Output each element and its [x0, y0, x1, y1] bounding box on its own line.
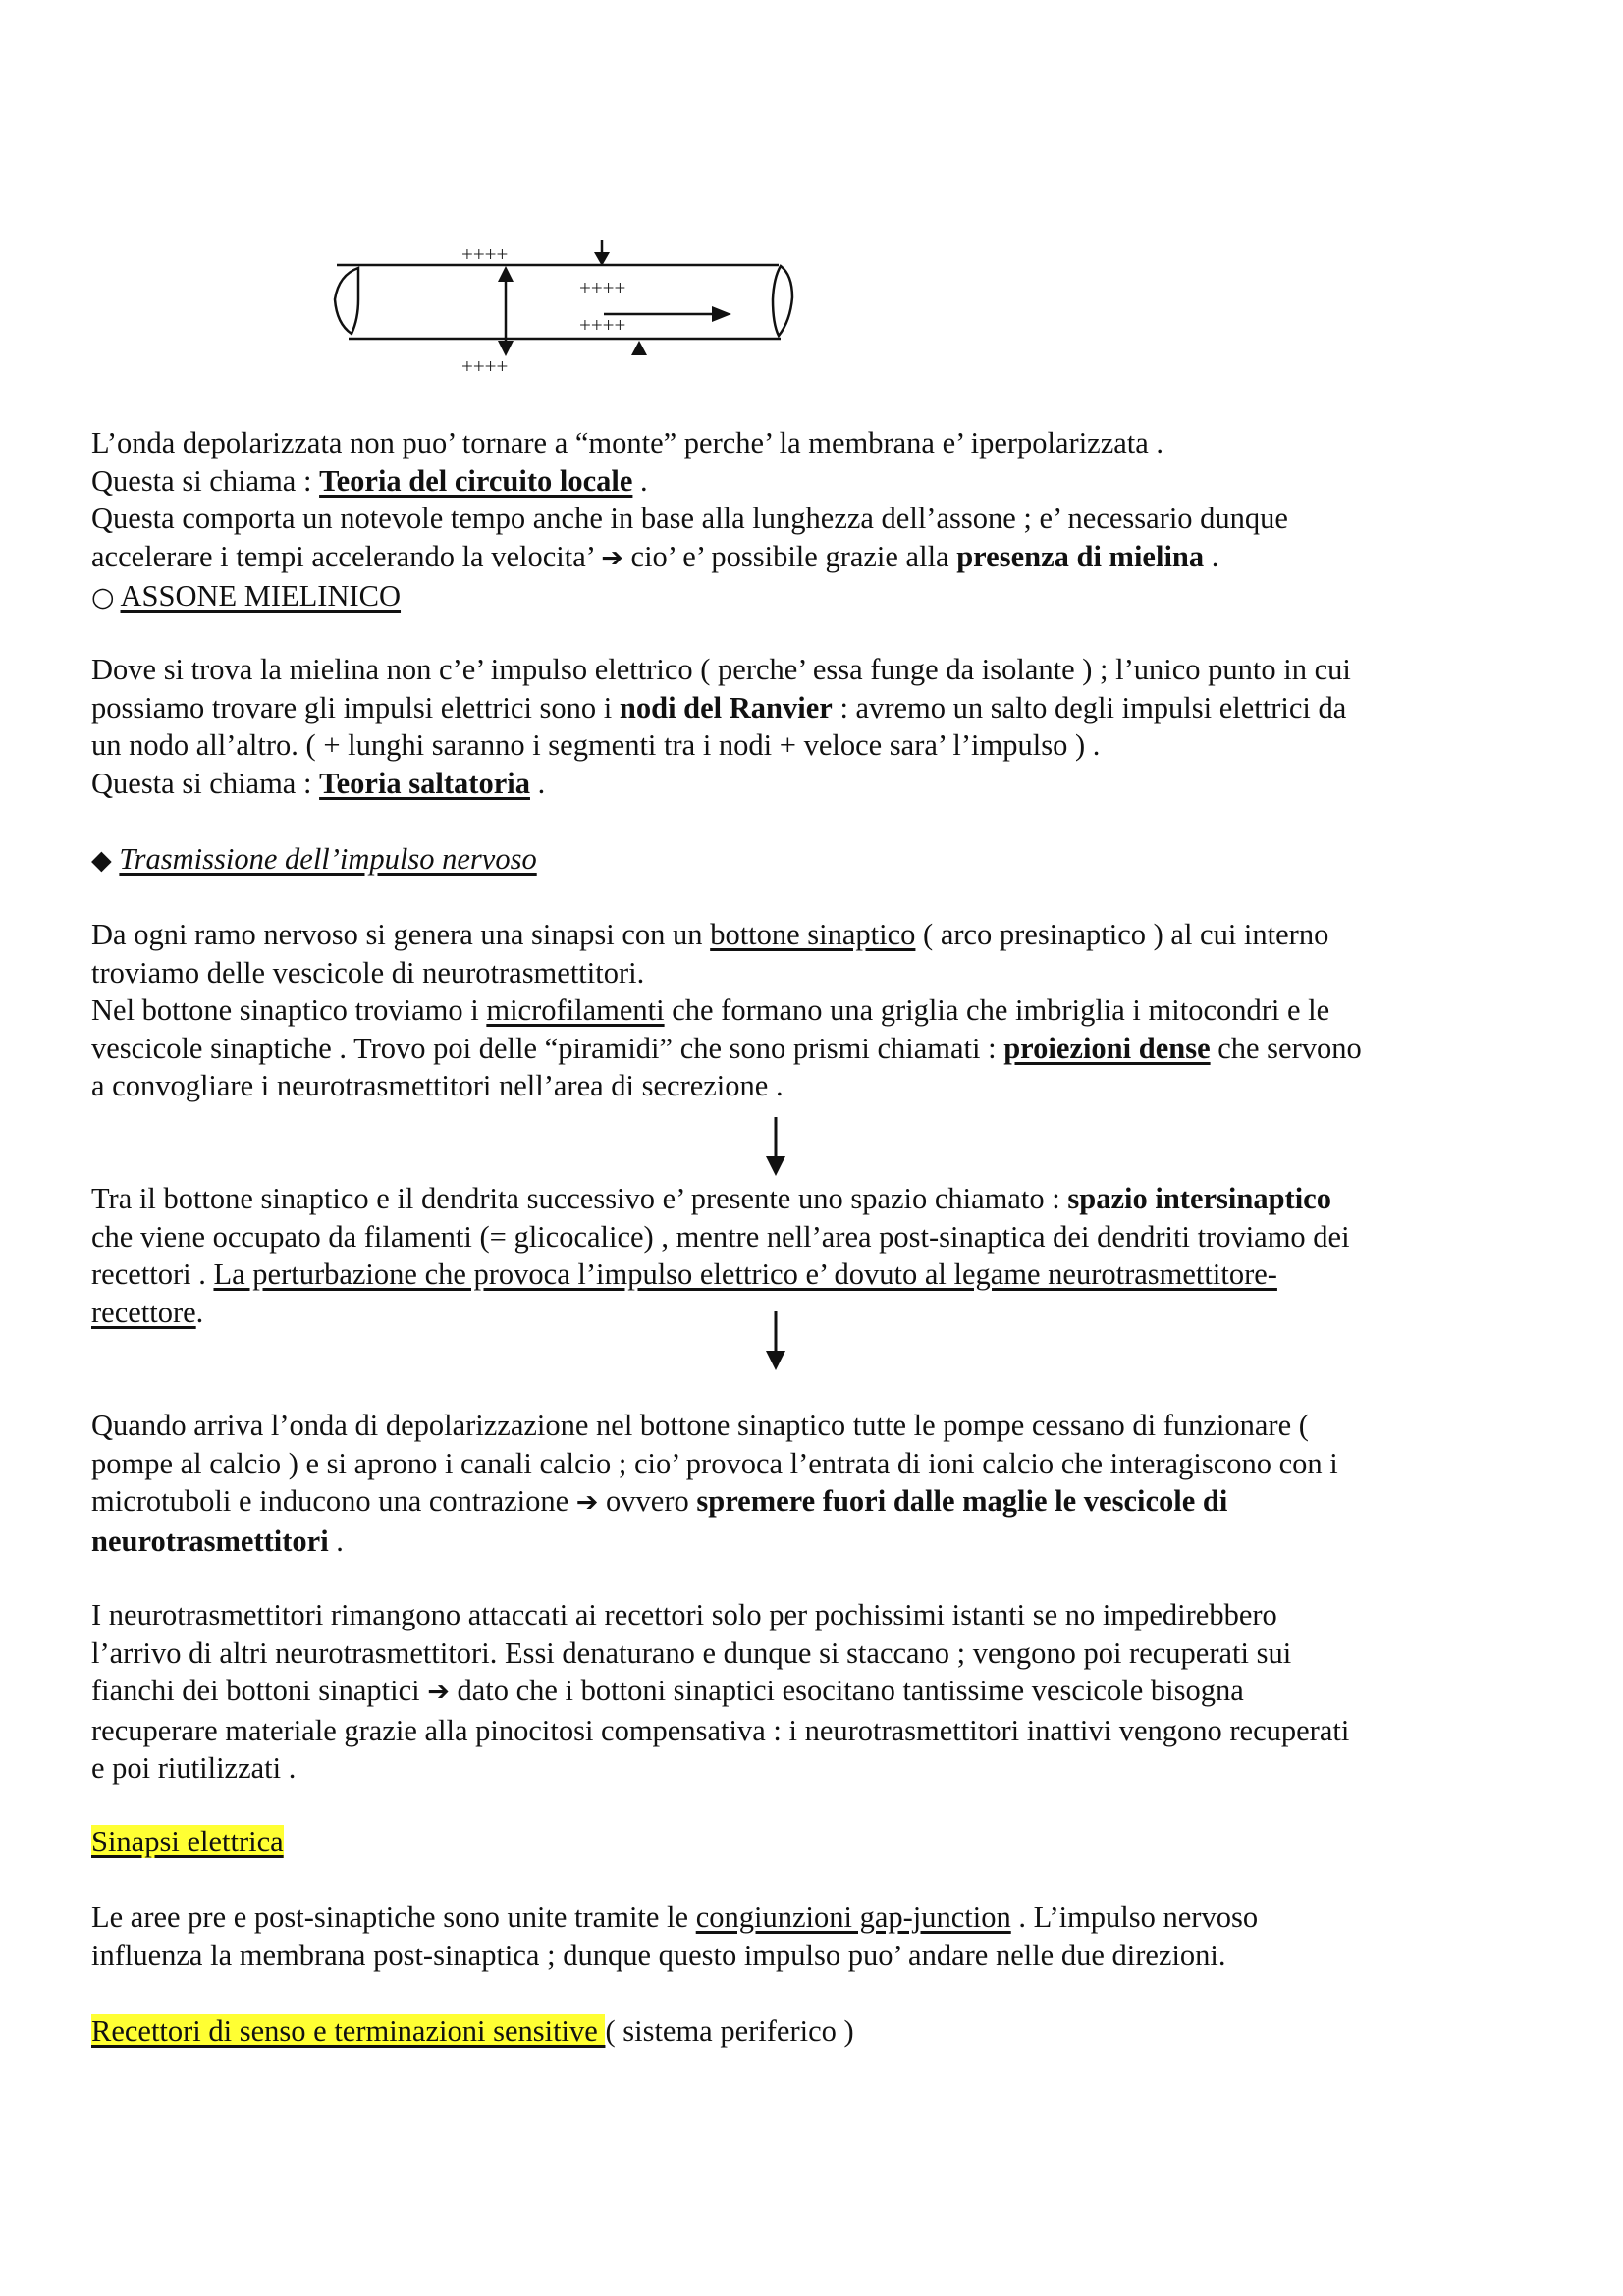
diamond-bullet-icon: ◆: [91, 845, 112, 876]
text-line: Tra il bottone sinaptico e il dendrita successivo e’ presente uno spazio chiamato : spazio intersinaptico: [91, 1182, 1331, 1215]
arrow-up-icon: [498, 266, 514, 309]
plus-label-top: ++++: [461, 242, 509, 266]
plus-label-mid-low: ++++: [579, 313, 626, 337]
arrow-up-bottom-icon: [631, 341, 647, 355]
text-line: L’onda depolarizzata non puo’ tornare a “monte” perche’ la membrana e’ iperpolarizzata .: [91, 426, 1164, 459]
text-line: a convogliare i neurotrasmettitori nell’area di secrezione .: [91, 1069, 784, 1102]
paragraph-local-circuit: [91, 424, 1515, 617]
text-line: recettori . La perturbazione che provoca l’impulso elettrico e’ dovuto al legame neurotrasmettitore-: [91, 1257, 1277, 1291]
text-line: e poi riutilizzati .: [91, 1751, 297, 1785]
term-saltatory: Teoria saltatoria: [319, 766, 530, 800]
paragraph-depolarization: [91, 1407, 1515, 1560]
paragraph-gap-junction: [91, 1898, 1515, 1974]
section-heading-receptors: Recettori di senso e terminazioni sensitive ( sistema periferico ): [91, 2014, 854, 2048]
text-line: Questa si chiama : Teoria del circuito locale .: [91, 463, 648, 498]
text-line: Nel bottone sinaptico troviamo i microfilamenti che formano una griglia che imbriglia i mitocondri e le: [91, 993, 1330, 1027]
text-line: recuperare materiale grazie alla pinocitosi compensativa : i neurotrasmettitori inattivi vengono recuperati: [91, 1713, 1350, 1747]
arrow-right-icon: ➔: [575, 1487, 599, 1518]
section-heading-electric-synapse: Sinapsi elettrica: [91, 1825, 284, 1858]
text-line: Dove si trova la mielina non c’e’ impulso elettrico ( perche’ essa funge da isolante ) ; l’unico punto in cui: [91, 653, 1351, 686]
text-line: Questa comporta un notevole tempo anche in base alla lunghezza dell’assone ; e’ necessario dunque: [91, 502, 1288, 535]
arrow-right-icon: ➔: [601, 542, 623, 573]
text-line: Quando arriva l’onda di depolarizzazione nel bottone sinaptico tutte le pompe cessano di funzionare (: [91, 1409, 1309, 1442]
paragraph-neurotransmitters: [91, 1596, 1515, 1788]
arrow-down-icon: [498, 309, 514, 356]
text-line: accelerare i tempi accelerando la velocita’ ➔ cio’ e’ possibile grazie alla presenza di mielina .: [91, 539, 1219, 573]
text-line: Le aree pre e post-sinaptiche sono unite tramite le congiunzioni gap-junction . L’impulso nervoso: [91, 1900, 1259, 1934]
text-line: I neurotrasmettitori rimangono attaccati ai recettori solo per pochissimi istanti se no impedirebbero: [91, 1598, 1277, 1631]
text-line: Da ogni ramo nervoso si genera una sinapsi con un bottone sinaptico ( arco presinaptico ) al cui interno: [91, 918, 1329, 951]
text-line: un nodo all’altro. ( + lunghi saranno i segmenti tra i nodi + veloce sara’ l’impulso ) .: [91, 728, 1101, 762]
text-line: influenza la membrana post-sinaptica ; dunque questo impulso puo’ andare nelle due direzioni.: [91, 1938, 1226, 1972]
paragraph-synaptic-button: [91, 916, 1515, 1105]
bullet-heading: ○ ASSONE MIELINICO: [91, 579, 402, 613]
paragraph-intersynaptic-space: [91, 1180, 1515, 1331]
text-line: l’arrivo di altri neurotrasmettitori. Essi denaturano e dunque si staccano ; vengono poi recuperati sui: [91, 1635, 1292, 1670]
text-line: fianchi dei bottoni sinaptici ➔ dato che i bottoni sinaptici esocitano tantissime vescicole bisogna: [91, 1674, 1244, 1707]
text-line: pompe al calcio ) e si aprono i canali calcio ; cio’ provoca l’entrata di ioni calcio che interagiscono con i: [91, 1446, 1338, 1480]
text-line: vescicole sinaptiche . Trovo poi delle “piramidi” che sono prismi chiamati : proiezioni dense che servono: [91, 1031, 1362, 1065]
text-line: troviamo delle vescicole di neurotrasmettitori.: [91, 955, 645, 989]
plus-label-mid: ++++: [579, 276, 626, 299]
text-line: neurotrasmettitori .: [91, 1523, 344, 1558]
text-line: che viene occupato da filamenti (= glicocalice) , mentre nell’area post-sinaptica dei dendriti troviamo dei: [91, 1219, 1350, 1254]
text-line: microtuboli e inducono una contrazione ➔ ovvero spremere fuori dalle maglie le vescicole di: [91, 1484, 1228, 1518]
term-local-circuit: Teoria del circuito locale: [319, 463, 633, 498]
text-line: recettore.: [91, 1295, 204, 1329]
text-line: Questa si chiama : Teoria saltatoria .: [91, 766, 546, 800]
axon-diagram: [319, 231, 810, 388]
down-arrow-icon: [761, 1311, 790, 1372]
plus-label-bottom: ++++: [461, 354, 509, 378]
section-heading-transmission: ◆ Trasmissione dell’impulso nervoso: [91, 842, 537, 876]
arrow-down-top-icon: [594, 240, 610, 266]
ring-bullet-icon: ○: [91, 582, 115, 613]
arrow-right-icon: ➔: [427, 1677, 450, 1707]
paragraph-myelin: [91, 651, 1515, 802]
text-line: possiamo trovare gli impulsi elettrici sono i nodi del Ranvier : avremo un salto degli impulsi elettrici da: [91, 690, 1347, 724]
down-arrow-icon: [761, 1117, 790, 1178]
